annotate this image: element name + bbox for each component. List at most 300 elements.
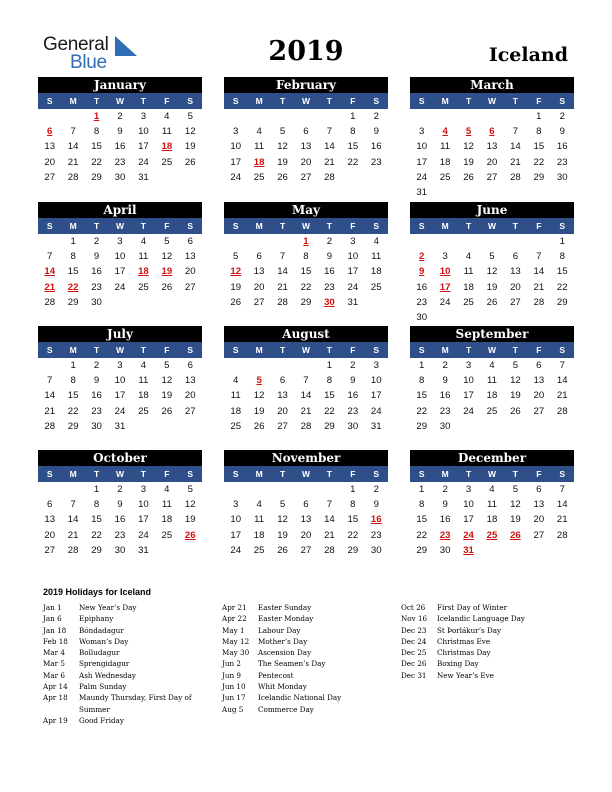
day-cell: 21	[533, 281, 545, 293]
empty-day-cell	[61, 482, 84, 497]
day-cell: 18	[230, 405, 242, 417]
day-cell: 24	[230, 171, 242, 183]
day-cell: 25	[439, 171, 451, 183]
day-cell: 26	[161, 281, 173, 293]
week-row	[410, 249, 574, 264]
day-cell: 28	[44, 296, 56, 308]
holiday-item	[222, 613, 392, 624]
weekday-label: T	[512, 221, 518, 231]
month-september	[410, 326, 574, 434]
day-cell: 28	[324, 544, 335, 556]
weekday-label: T	[140, 221, 146, 231]
holiday-name: Good Friday	[79, 715, 124, 725]
holiday-item	[222, 602, 392, 613]
holiday-item	[222, 647, 392, 658]
day-cell: 17	[230, 156, 242, 168]
holiday-date: Feb 18	[43, 636, 68, 646]
empty-day-cell	[318, 482, 341, 497]
week-row	[38, 497, 202, 512]
week-row	[38, 358, 202, 373]
empty-day-cell	[480, 185, 503, 200]
holiday-name: Christmas Eve	[437, 636, 491, 646]
day-cell: 30	[91, 420, 102, 432]
weekday-label: S	[187, 96, 194, 106]
day-cell: 7	[559, 484, 565, 495]
day-cell: 25	[486, 405, 498, 417]
day-cell: 16	[439, 390, 451, 402]
holiday-day-cell: 1	[93, 111, 100, 122]
day-cell: 24	[463, 405, 474, 417]
day-cell: 7	[279, 251, 286, 263]
day-cell: 19	[230, 281, 242, 293]
day-cell: 1	[559, 236, 565, 247]
weekday-label: T	[326, 469, 332, 479]
day-cell: 17	[463, 390, 474, 402]
day-cell: 28	[277, 296, 288, 308]
day-cell: 26	[486, 296, 498, 308]
day-cell: 9	[373, 499, 379, 511]
day-cell: 13	[44, 141, 56, 153]
holiday-name: Bolludagur	[79, 648, 120, 658]
day-cell: 3	[465, 484, 472, 495]
day-cell: 27	[300, 171, 312, 183]
holiday-day-cell: 30	[324, 296, 335, 308]
weekday-header	[38, 466, 202, 482]
week-row	[410, 170, 574, 185]
empty-day-cell	[224, 358, 247, 373]
day-cell: 18	[486, 514, 498, 526]
empty-day-cell	[294, 482, 317, 497]
day-cell: 13	[510, 266, 521, 278]
day-cell: 5	[279, 126, 286, 138]
day-cell: 30	[439, 420, 451, 432]
day-cell: 27	[533, 405, 545, 417]
empty-day-cell	[271, 358, 294, 373]
holiday-date: Jan 18	[43, 625, 67, 635]
holiday-date: Mar 6	[43, 670, 65, 680]
holiday-name: Boxing Day	[437, 659, 479, 669]
weekday-label: T	[279, 96, 286, 106]
weekday-label: W	[487, 221, 496, 231]
holiday-item	[43, 625, 213, 636]
weekday-label: M	[441, 96, 449, 106]
weekday-label: W	[301, 221, 310, 231]
day-cell: 4	[373, 236, 379, 247]
day-cell: 24	[138, 156, 149, 168]
weekday-label: S	[46, 345, 53, 355]
empty-day-cell	[504, 419, 527, 434]
month-title: April	[38, 202, 202, 218]
day-cell: 29	[67, 296, 79, 308]
day-cell: 16	[91, 390, 102, 402]
month-title: January	[38, 77, 202, 93]
holiday-name: Epiphany	[79, 614, 114, 624]
week-row	[410, 373, 574, 388]
day-cell: 7	[70, 499, 76, 511]
day-cell: 1	[536, 111, 542, 122]
weekday-header	[224, 466, 388, 482]
weekday-label: T	[279, 345, 286, 355]
week-row	[410, 404, 574, 419]
empty-day-cell	[155, 543, 178, 558]
day-cell: 27	[253, 296, 265, 308]
day-cell: 13	[277, 390, 288, 402]
holiday-item	[43, 636, 213, 647]
holiday-day-cell: 16	[370, 514, 382, 526]
day-cell: 24	[439, 296, 451, 308]
month-december	[410, 450, 574, 558]
week-row	[38, 512, 202, 527]
day-cell: 5	[512, 484, 519, 495]
holiday-name: The Seamen’s Day	[258, 659, 326, 669]
holiday-day-cell: 10	[439, 266, 451, 278]
empty-day-cell	[294, 358, 317, 373]
holiday-day-cell: 24	[463, 529, 474, 541]
weekday-label: T	[512, 469, 518, 479]
week-row	[410, 155, 574, 170]
day-cell: 30	[347, 420, 359, 432]
holiday-name: Labour Day	[258, 625, 301, 635]
day-cell: 22	[347, 529, 359, 541]
week-row	[224, 528, 388, 543]
day-cell: 2	[442, 484, 448, 495]
day-cell: 29	[300, 296, 312, 308]
holiday-day-cell: 25	[486, 529, 498, 541]
day-cell: 28	[510, 171, 521, 183]
weekday-label: F	[350, 221, 356, 231]
holiday-date: Jun 10	[222, 682, 246, 692]
day-cell: 19	[510, 514, 521, 526]
week-row	[38, 388, 202, 403]
holiday-item	[43, 658, 213, 669]
day-cell: 6	[512, 251, 519, 263]
holiday-name: Christmas Day	[437, 648, 491, 658]
day-cell: 17	[463, 514, 474, 526]
empty-day-cell	[527, 419, 550, 434]
weekday-label: F	[536, 96, 542, 106]
day-cell: 3	[233, 499, 239, 511]
empty-day-cell	[504, 234, 527, 249]
week-row	[224, 249, 388, 264]
holiday-item	[43, 613, 213, 624]
day-cell: 30	[416, 311, 428, 323]
week-row	[224, 139, 388, 154]
day-cell: 15	[416, 514, 428, 526]
holiday-date: Oct 26	[401, 603, 426, 612]
day-cell: 4	[140, 360, 147, 371]
day-cell: 8	[303, 251, 309, 263]
day-cell: 8	[70, 251, 76, 263]
empty-day-cell	[155, 419, 178, 434]
day-cell: 26	[253, 420, 265, 432]
day-cell: 14	[277, 266, 288, 278]
day-cell: 21	[67, 156, 79, 168]
holiday-date: Apr 18	[43, 693, 68, 703]
holiday-list-column-1	[43, 602, 213, 726]
holiday-item	[222, 625, 392, 636]
day-cell: 20	[44, 156, 56, 168]
weekday-label: F	[164, 469, 170, 479]
day-cell: 20	[184, 390, 196, 402]
day-cell: 3	[117, 236, 123, 247]
day-cell: 30	[91, 296, 102, 308]
day-cell: 12	[277, 141, 288, 153]
holiday-day-cell: 22	[67, 281, 79, 293]
week-row	[38, 155, 202, 170]
holiday-item	[43, 670, 213, 681]
holiday-date: Jan 6	[43, 614, 62, 624]
day-cell: 15	[300, 266, 312, 278]
weekday-label: S	[373, 345, 380, 355]
holiday-date: Jun 2	[222, 659, 241, 669]
weekday-label: M	[441, 221, 449, 231]
empty-day-cell	[247, 482, 270, 497]
month-august	[224, 326, 388, 434]
day-cell: 13	[44, 514, 56, 526]
day-cell: 7	[326, 499, 333, 511]
day-cell: 2	[442, 360, 448, 371]
weekday-header	[38, 342, 202, 358]
day-cell: 1	[350, 111, 356, 122]
empty-day-cell	[527, 310, 550, 325]
holiday-date: May 12	[222, 636, 250, 646]
day-cell: 19	[486, 281, 498, 293]
day-cell: 22	[347, 156, 359, 168]
empty-day-cell	[551, 310, 574, 325]
day-cell: 10	[463, 499, 474, 511]
week-row	[224, 497, 388, 512]
day-cell: 20	[533, 514, 545, 526]
weekday-label: W	[115, 469, 124, 479]
empty-day-cell	[457, 109, 480, 124]
holiday-item	[222, 692, 392, 703]
empty-day-cell	[457, 185, 480, 200]
day-cell: 29	[67, 420, 79, 432]
week-row	[410, 185, 574, 200]
day-cell: 3	[140, 484, 147, 495]
day-cell: 20	[44, 529, 56, 541]
empty-day-cell	[551, 543, 574, 558]
day-cell: 14	[300, 390, 312, 402]
empty-day-cell	[247, 109, 270, 124]
day-cell: 16	[347, 390, 359, 402]
day-cell: 6	[187, 236, 193, 247]
day-cell: 26	[230, 296, 242, 308]
logo-general-text: General	[43, 34, 109, 55]
holiday-day-cell: 6	[47, 126, 53, 138]
day-cell: 1	[70, 236, 76, 247]
month-may	[224, 202, 388, 310]
day-cell: 3	[233, 126, 239, 138]
holiday-date: Mar 5	[43, 659, 65, 669]
empty-day-cell	[224, 234, 247, 249]
holiday-name: Commerce Day	[258, 704, 314, 714]
day-cell: 10	[114, 251, 126, 263]
week-row	[38, 373, 202, 388]
weekday-label: F	[350, 96, 356, 106]
day-cell: 29	[556, 296, 568, 308]
day-cell: 3	[442, 251, 448, 263]
month-title: May	[224, 202, 388, 218]
day-cell: 6	[536, 360, 542, 371]
day-cell: 16	[439, 514, 451, 526]
empty-day-cell	[271, 109, 294, 124]
day-cell: 11	[161, 499, 172, 511]
empty-day-cell	[433, 310, 456, 325]
day-cell: 7	[47, 251, 53, 263]
weekday-label: T	[465, 345, 472, 355]
day-cell: 4	[164, 484, 170, 495]
holiday-name: Mother’s Day	[258, 636, 308, 646]
day-cell: 18	[486, 390, 498, 402]
empty-day-cell	[527, 185, 550, 200]
day-cell: 9	[93, 251, 100, 263]
holiday-item	[222, 681, 392, 692]
day-cell: 25	[230, 420, 242, 432]
weekday-label: S	[559, 469, 566, 479]
weekday-label: S	[559, 345, 566, 355]
day-cell: 10	[114, 375, 126, 387]
day-cell: 24	[370, 405, 382, 417]
weekday-label: S	[373, 221, 380, 231]
holiday-day-cell: 23	[439, 529, 451, 541]
day-cell: 10	[230, 514, 242, 526]
day-cell: 11	[486, 375, 497, 387]
day-cell: 21	[67, 529, 79, 541]
month-july	[38, 326, 202, 434]
day-cell: 12	[510, 499, 521, 511]
holiday-name: First Day of Winter	[437, 603, 508, 612]
holiday-day-cell: 2	[419, 251, 425, 263]
day-cell: 13	[184, 375, 196, 387]
day-cell: 11	[440, 141, 451, 153]
week-row	[38, 170, 202, 185]
day-cell: 29	[533, 171, 545, 183]
day-cell: 3	[117, 360, 123, 371]
month-february	[224, 77, 388, 185]
day-cell: 22	[300, 281, 312, 293]
empty-day-cell	[365, 295, 388, 310]
day-cell: 30	[556, 171, 568, 183]
weekday-label: S	[418, 221, 425, 231]
day-cell: 5	[164, 236, 170, 247]
day-cell: 13	[184, 251, 196, 263]
weekday-label: W	[115, 345, 124, 355]
day-cell: 11	[486, 499, 497, 511]
weekday-label: M	[255, 345, 263, 355]
month-title: November	[224, 450, 388, 466]
empty-day-cell	[551, 185, 574, 200]
day-cell: 17	[370, 390, 382, 402]
day-cell: 10	[138, 499, 149, 511]
day-cell: 20	[184, 266, 196, 278]
month-title: March	[410, 77, 574, 93]
week-row	[38, 295, 202, 310]
day-cell: 17	[416, 156, 428, 168]
holiday-day-cell: 26	[184, 529, 196, 541]
day-cell: 11	[138, 251, 149, 263]
weekday-label: S	[373, 469, 380, 479]
empty-day-cell	[504, 310, 527, 325]
day-cell: 3	[465, 360, 472, 371]
holiday-name: New Year’s Day	[79, 603, 137, 612]
holiday-name: Woman’s Day	[79, 636, 129, 646]
day-cell: 22	[416, 529, 428, 541]
day-cell: 2	[373, 484, 379, 495]
day-cell: 24	[230, 544, 242, 556]
day-cell: 17	[114, 390, 126, 402]
week-row	[410, 264, 574, 279]
empty-day-cell	[457, 310, 480, 325]
day-cell: 15	[533, 141, 545, 153]
holiday-date: Dec 24	[401, 636, 427, 646]
day-cell: 12	[253, 390, 265, 402]
day-cell: 12	[463, 141, 474, 153]
empty-day-cell	[410, 234, 433, 249]
weekday-label: F	[164, 345, 170, 355]
day-cell: 15	[416, 390, 428, 402]
weekday-label: M	[255, 221, 263, 231]
empty-day-cell	[527, 543, 550, 558]
day-cell: 10	[138, 126, 149, 138]
empty-day-cell	[551, 419, 574, 434]
holiday-item	[222, 670, 392, 681]
holiday-date: Nov 16	[401, 614, 428, 624]
day-cell: 8	[559, 251, 565, 263]
day-cell: 24	[416, 171, 428, 183]
day-cell: 12	[161, 251, 173, 263]
holiday-date: Apr 22	[222, 614, 247, 624]
day-cell: 8	[350, 126, 356, 138]
day-cell: 18	[138, 390, 149, 402]
holiday-day-cell: 17	[439, 281, 451, 293]
empty-day-cell	[410, 109, 433, 124]
day-cell: 23	[370, 529, 382, 541]
day-cell: 24	[114, 405, 126, 417]
day-cell: 22	[91, 156, 102, 168]
weekday-label: S	[418, 469, 425, 479]
day-cell: 15	[67, 266, 79, 278]
weekday-label: M	[441, 469, 449, 479]
holiday-item	[401, 670, 571, 681]
empty-day-cell	[318, 109, 341, 124]
day-cell: 31	[347, 296, 359, 308]
day-cell: 26	[463, 171, 474, 183]
holiday-list-column-3	[401, 602, 571, 681]
calendar-country: Iceland	[488, 44, 568, 66]
day-cell: 25	[138, 281, 149, 293]
weekday-label: W	[487, 96, 496, 106]
day-cell: 5	[512, 360, 519, 371]
day-cell: 17	[230, 529, 242, 541]
holiday-item	[43, 647, 213, 658]
day-cell: 31	[138, 544, 149, 556]
empty-day-cell	[224, 482, 247, 497]
day-cell: 1	[70, 360, 76, 371]
day-cell: 15	[324, 390, 335, 402]
day-cell: 30	[114, 171, 126, 183]
day-cell: 27	[300, 544, 312, 556]
day-cell: 1	[93, 484, 100, 495]
day-cell: 20	[300, 156, 312, 168]
day-cell: 7	[512, 126, 519, 138]
empty-day-cell	[155, 170, 178, 185]
day-cell: 10	[370, 375, 382, 387]
weekday-label: S	[187, 221, 194, 231]
holiday-date: May 1	[222, 625, 245, 635]
holiday-item	[401, 613, 571, 624]
week-row	[224, 404, 388, 419]
